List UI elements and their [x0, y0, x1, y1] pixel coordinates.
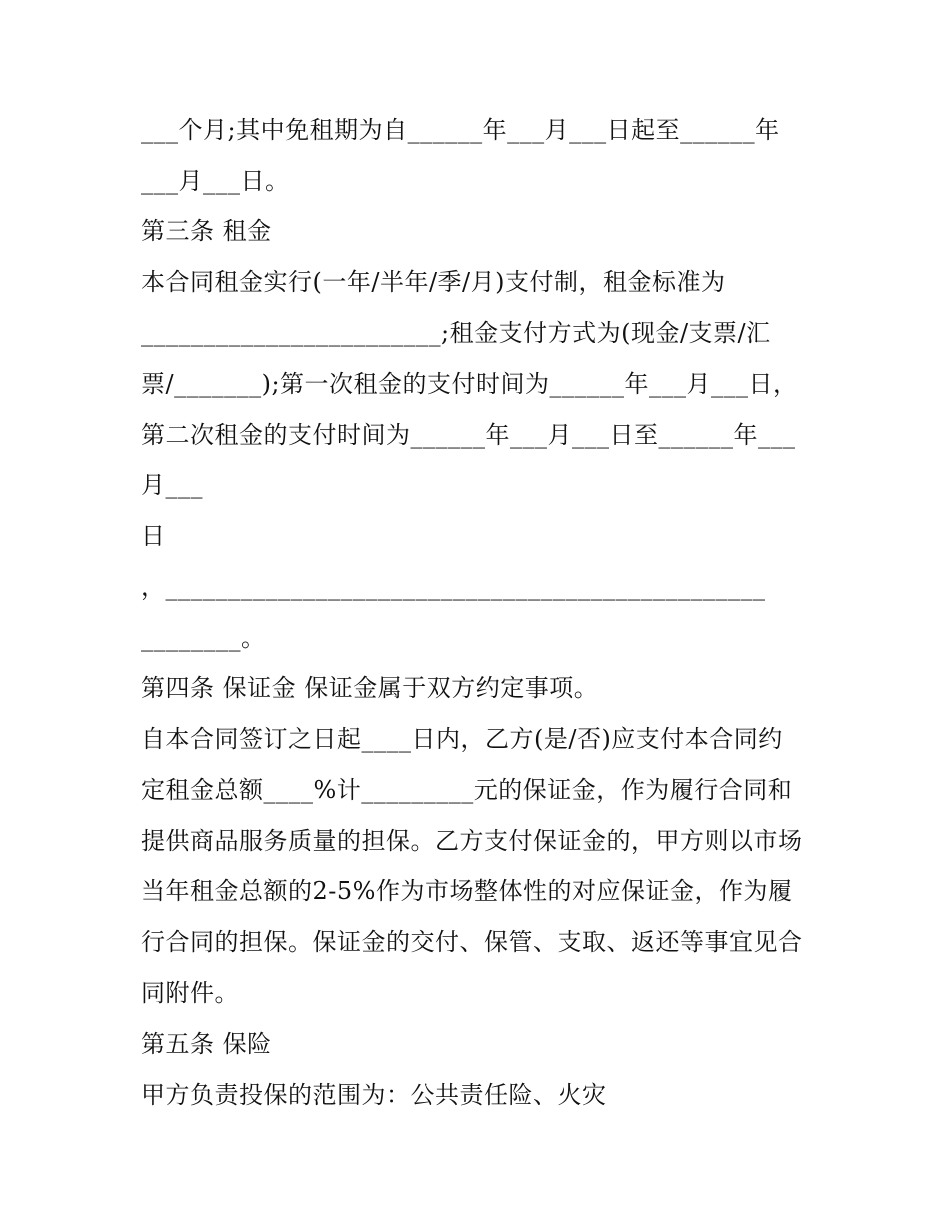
text-line: 当年租金总额的2-5%作为市场整体性的对应保证金，作为履 — [141, 877, 793, 905]
article-heading: 第五条 保险 — [141, 1030, 272, 1058]
article-heading: 第三条 租金 — [141, 217, 272, 245]
text-line: ________。 — [141, 624, 266, 652]
text-line: 月___ — [141, 471, 203, 499]
text-line: 第二次租金的支付时间为______年___月___日至______年___ — [141, 421, 796, 449]
text-line: ，________________________________________________ — [141, 573, 766, 601]
text-line: 同附件。 — [141, 979, 239, 1007]
text-line: 票/_______);第一次租金的支付时间为______年___月___日， — [141, 370, 798, 398]
text-line: 自本合同签订之日起____日内，乙方(是/否)应支付本合同约 — [141, 725, 783, 753]
text-line: 行合同的担保。保证金的交付、保管、支取、返还等事宜见合 — [141, 928, 803, 956]
article-heading: 第四条 保证金 保证金属于双方约定事项。 — [141, 674, 599, 702]
text-line: ___个月;其中免租期为自______年___月___日起至______年 — [141, 116, 780, 144]
text-line: ___月___日。 — [141, 167, 290, 195]
text-line: 定租金总额____%计_________元的保证金，作为履行合同和 — [141, 776, 793, 804]
text-line: 甲方负责投保的范围为：公共责任险、火灾 — [141, 1081, 607, 1109]
text-line: 本合同租金实行(一年/半年/季/月)支付制，租金标准为 — [141, 268, 726, 296]
text-line: ________________________;租金支付方式为(现金/支票/汇 — [141, 319, 771, 347]
text-line: 提供商品服务质量的担保。乙方支付保证金的，甲方则以市场 — [141, 827, 803, 855]
text-line: 日 — [141, 522, 166, 550]
